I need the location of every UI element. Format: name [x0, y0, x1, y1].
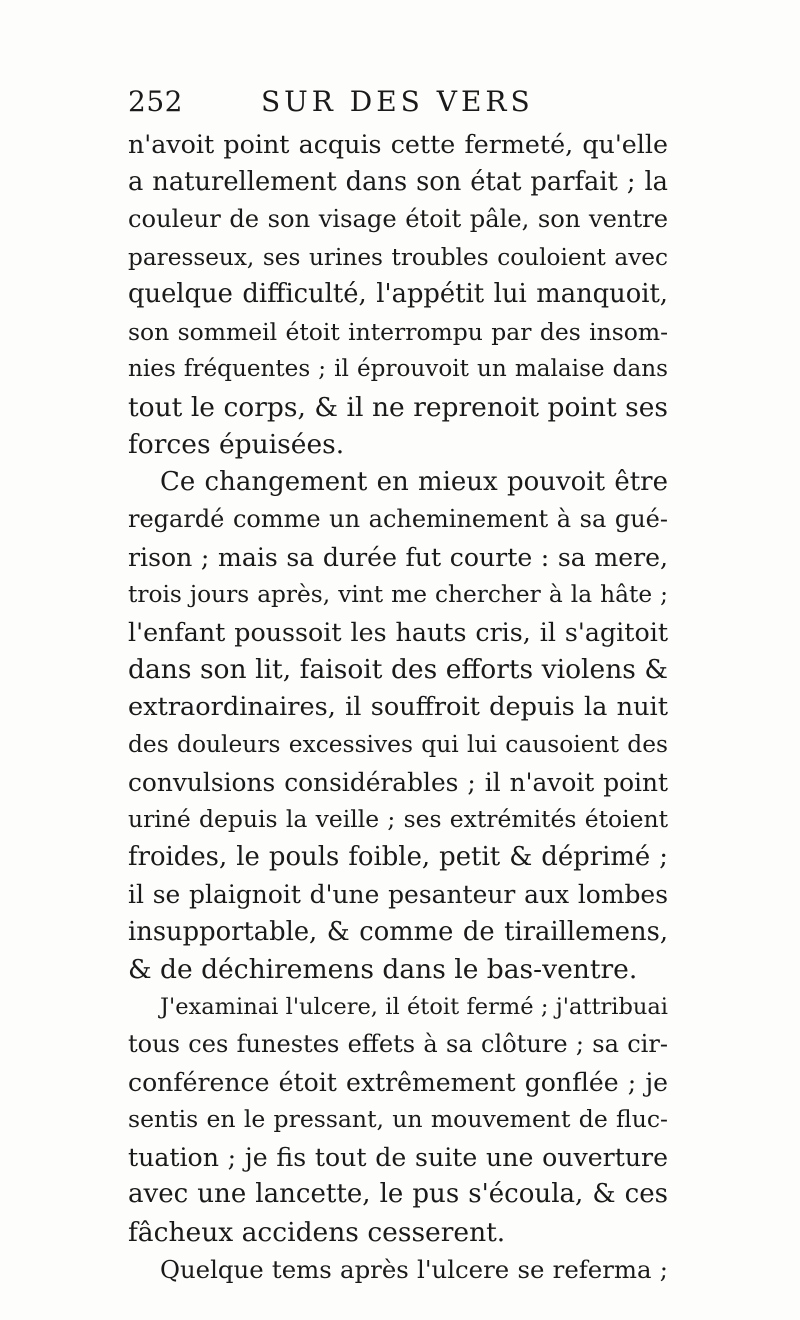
- text-line: regardé comme un acheminement à sa gué-: [128, 505, 668, 533]
- text-line: conférence étoit extrêmement gonflée ; je: [128, 1067, 668, 1097]
- text-line: il se plaignoit d'une pesanteur aux lombes: [128, 880, 668, 909]
- text-line: avec une lancette, le pus s'écoula, & ces: [128, 1179, 668, 1209]
- text-line: Ce changement en mieux pouvoit être: [160, 466, 668, 497]
- text-line: tous ces funestes effets à sa clôture ; sa cir-: [128, 1030, 668, 1058]
- text-line: uriné depuis la veille ; ses extrémités étoient: [128, 805, 668, 833]
- text-line: dans son lit, faisoit des efforts violens &: [128, 654, 668, 685]
- text-line: nies fréquentes ; il éprouvoit un malaise dans: [128, 356, 668, 382]
- text-line: & de déchiremens dans le bas-ventre.: [128, 954, 638, 985]
- text-line: l'enfant poussoit les hauts cris, il s'agitoit: [128, 616, 668, 647]
- text-line: a naturellement dans son état parfait ; la: [128, 166, 668, 197]
- text-line: trois jours après, vint me chercher à la hâte ;: [128, 581, 668, 608]
- text-line: paresseux, ses urines troubles couloient avec: [128, 243, 668, 271]
- text-line: insupportable, & comme de tiraillemens,: [128, 916, 668, 947]
- text-line: sentis en le pressant, un mouvement de fluc-: [128, 1105, 668, 1133]
- text-line: quelque difficulté, l'appétit lui manquoit,: [128, 279, 668, 309]
- text-line: des douleurs excessives qui lui causoient des: [128, 730, 668, 758]
- text-line: Quelque tems après l'ulcere se referma ;: [160, 1255, 668, 1284]
- page-header: [128, 78, 668, 126]
- text-line: son sommeil étoit interrompu par des insom-: [128, 317, 668, 346]
- text-line: couleur de son visage étoit pâle, son ventre: [128, 205, 668, 233]
- running-head: SUR DES VERS: [261, 85, 534, 118]
- text-line: extraordinaires, il souffroit depuis la nuit: [128, 691, 668, 722]
- text-line: convulsions considérables ; il n'avoit point: [128, 767, 668, 797]
- text-line: fâcheux accidens cesserent.: [128, 1216, 506, 1248]
- text-line: tout le corps, & il ne reprenoit point ses: [128, 391, 668, 423]
- body-text: [128, 126, 668, 1289]
- text-line: n'avoit point acquis cette fermeté, qu'elle: [128, 129, 668, 159]
- page-number: 252: [128, 85, 183, 118]
- text-block: [128, 78, 668, 1289]
- text-line: froides, le pouls foible, petit & déprimé ;: [128, 841, 668, 872]
- text-line: J'examinai l'ulcere, il étoit fermé ; j'attribuai: [160, 993, 668, 1020]
- text-line: forces épuisées.: [128, 429, 345, 460]
- text-line: tuation ; je fis tout de suite une ouverture: [128, 1142, 668, 1172]
- text-line: rison ; mais sa durée fut courte : sa mere,: [128, 542, 668, 572]
